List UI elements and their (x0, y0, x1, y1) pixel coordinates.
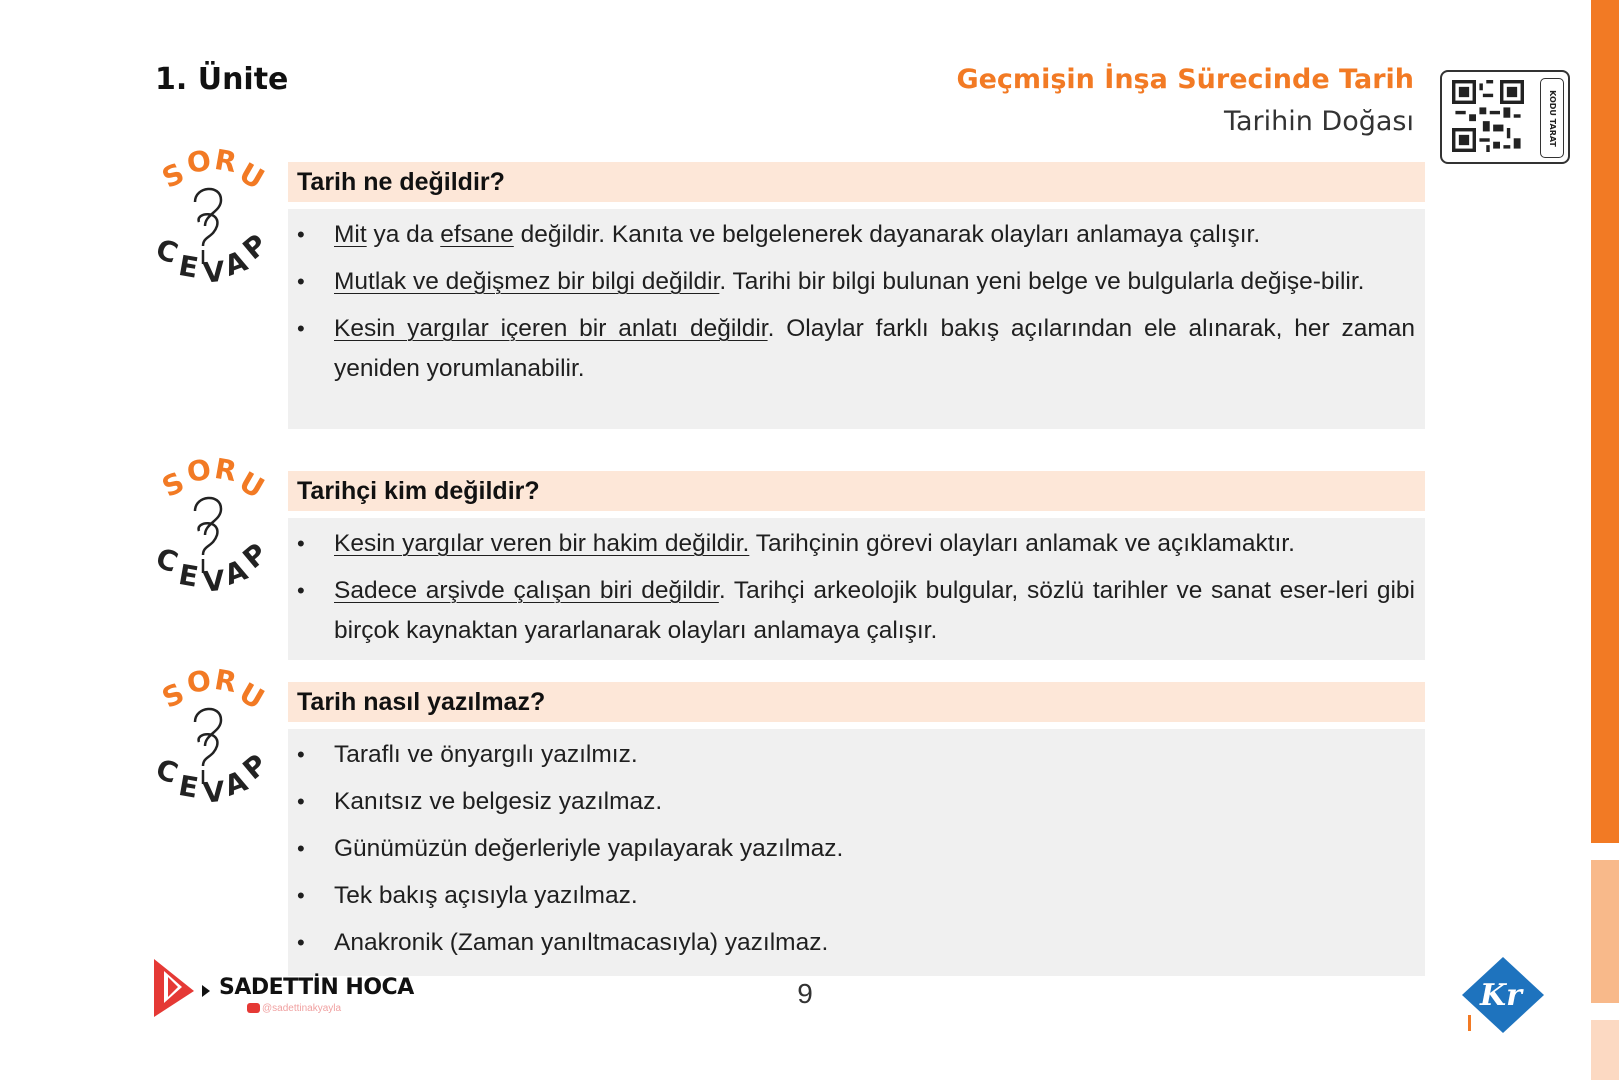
soru-letter: O (184, 663, 214, 701)
soru-letter: R (212, 662, 240, 700)
cevap-letter: E (176, 248, 201, 285)
list-item: • Kesin yargılar içeren bir anlatı değildir. Olaylar farklı bakış açılarından ele alınarak, her zaman yeniden yorumlanabilir. (297, 315, 1415, 382)
qr-code-box[interactable] (1440, 70, 1570, 164)
cevap-letter: V (201, 563, 227, 599)
cevap-letter: E (176, 557, 201, 594)
soru-letter: U (233, 465, 270, 506)
answer-list (288, 215, 1425, 389)
soru-letter: U (233, 676, 270, 717)
cevap-letter: C (151, 752, 183, 791)
chapter-subtitle: Tarihin Doğası (1223, 106, 1414, 137)
answer-box (288, 518, 1425, 660)
chapter-title: Geçmişin İnşa Sürecinde Tarih (956, 64, 1414, 95)
list-item: • Günümüzün değerleriyle yapılayarak yazılmaz. (297, 835, 844, 862)
soru-cevap-icon (151, 142, 275, 302)
list-item: • Taraflı ve önyargılı yazılmız. (297, 741, 638, 768)
answer-list (288, 524, 1425, 651)
list-item: • Kanıtsız ve belgesiz yazılmaz. (297, 788, 663, 815)
edge-bar-bottom (1591, 1020, 1619, 1080)
soru-letter: R (212, 142, 240, 180)
list-item: • Kesin yargılar veren bir hakim değildir. Tarihçinin görevi olayları anlamak ve açıklamaktır. (297, 530, 1295, 557)
list-item: • Sadece arşivde çalışan biri değildir. Tarihçi arkeolojik bulgular, sözlü tarihler ve sanat eser-leri gibi birçok kaynaktan yararlanarak olayları anlamaya çalışır. (297, 577, 1415, 644)
kr-akademi-logo-icon (1458, 955, 1548, 1035)
cevap-letter: V (201, 254, 227, 290)
cevap-letter: A (220, 553, 252, 592)
soru-letter: S (156, 465, 190, 504)
qr-code-icon (1452, 80, 1524, 152)
cevap-letter: C (151, 232, 183, 271)
soru-cevap-icon (151, 662, 275, 822)
page-number: 9 (797, 978, 813, 1009)
soru-letter: S (156, 676, 190, 715)
soru-letter: S (156, 156, 190, 195)
cevap-letter: A (220, 764, 252, 803)
cevap-letter: A (220, 244, 252, 283)
edge-bar-middle (1591, 860, 1619, 1003)
soru-letter: O (184, 452, 214, 490)
youtube-icon (247, 1003, 260, 1013)
soru-letter: O (184, 143, 214, 181)
soru-letter: U (233, 156, 270, 197)
question-heading: Tarih ne değildir? (288, 162, 1425, 202)
list-item: • Tek bakış açısıyla yazılmaz. (297, 882, 638, 909)
question-heading: Tarih nasıl yazılmaz? (288, 682, 1425, 722)
channel-handle[interactable]: @sadettinakyayla (262, 1003, 342, 1014)
answer-box (288, 729, 1425, 976)
list-item: • Anakronik (Zaman yanıltmacasıyla) yazılmaz. (297, 929, 829, 956)
list-item: • Mit ya da efsane değildir. Kanıta ve belgelenerek dayanarak olayları anlamaya çalışır. (297, 221, 1261, 248)
answer-list (288, 735, 1425, 963)
unit-title: 1. Ünite (155, 62, 289, 97)
cevap-letter: E (176, 768, 201, 805)
soru-cevap-icon (151, 451, 275, 611)
list-item: • Mutlak ve değişmez bir bilgi değildir. Tarihi bir bilgi bulunan yeni belge ve bulgularla değişe-bilir. (297, 268, 1365, 295)
qa-section-1 (151, 142, 1425, 432)
soru-letter: R (212, 451, 240, 489)
brand-name: SADETTİN HOCA (219, 975, 414, 1000)
cevap-letter: V (201, 774, 227, 810)
publisher-mark: Kr (1480, 978, 1522, 1013)
question-heading: Tarihçi kim değildir? (288, 471, 1425, 511)
qa-section-3 (151, 662, 1425, 972)
qr-scan-label: KODU TARAT (1540, 78, 1564, 158)
cevap-letter: C (151, 541, 183, 580)
edge-bar-top (1591, 0, 1619, 843)
answer-box (288, 209, 1425, 429)
qa-section-2 (151, 451, 1425, 661)
cevap-letter: P (236, 536, 274, 576)
cevap-letter: P (236, 227, 274, 267)
cevap-letter: P (236, 747, 274, 787)
